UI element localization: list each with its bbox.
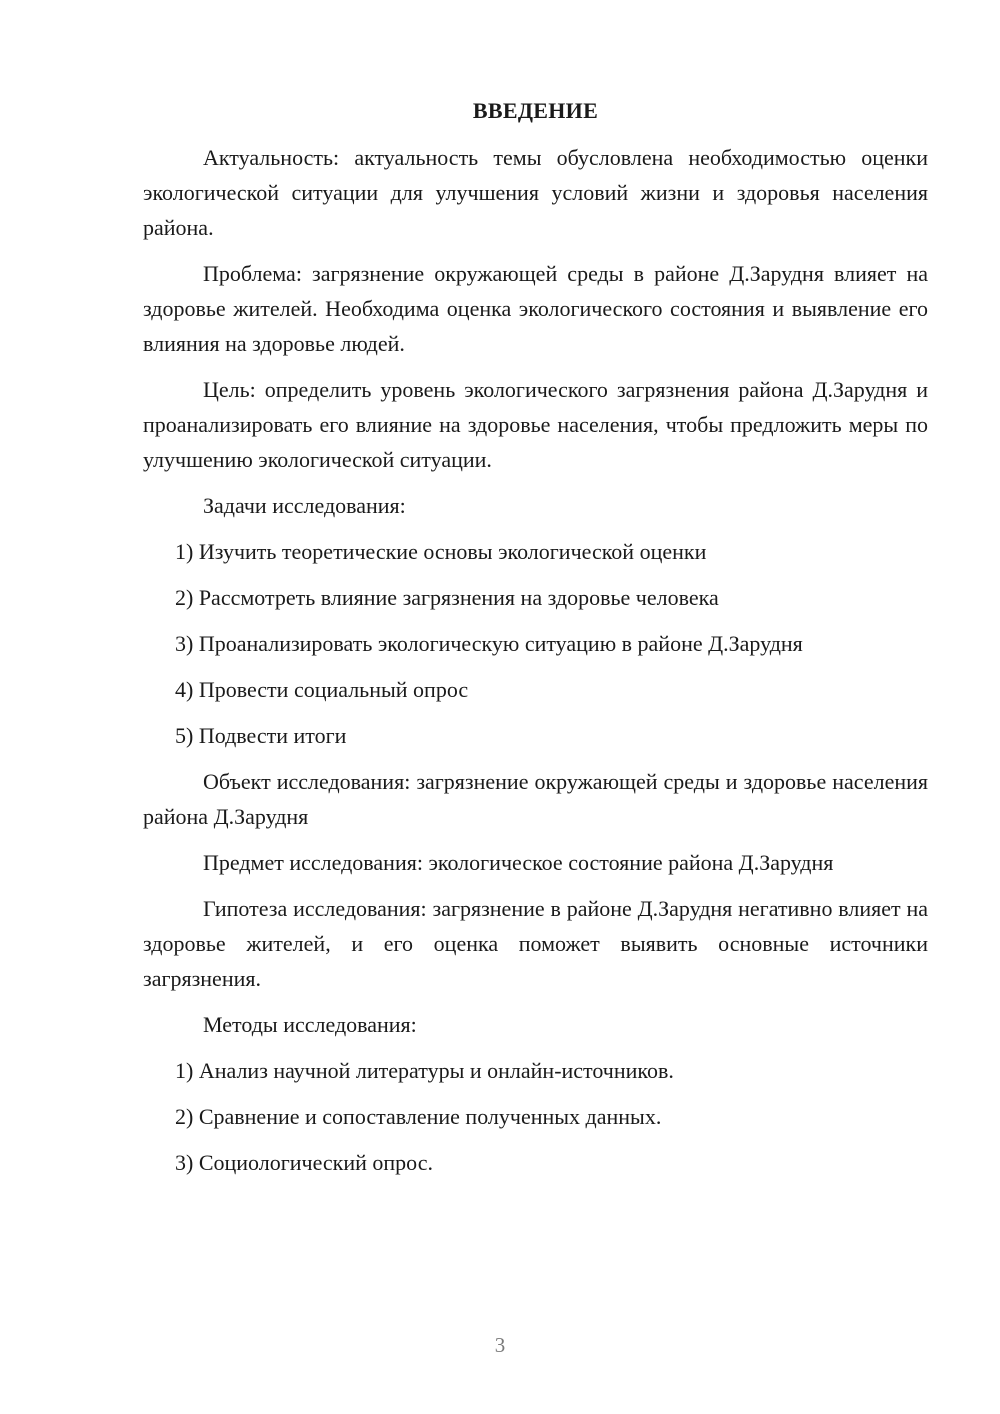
methods-list bbox=[143, 1053, 928, 1180]
list-item: 3) Проанализировать экологическую ситуацию в районе Д.Зарудня bbox=[175, 631, 803, 656]
object-paragraph: Объект исследования: загрязнение окружающей среды и здоровье населения района Д.Зарудня bbox=[143, 769, 928, 829]
subject-paragraph: Предмет исследования: экологическое состояние района Д.Зарудня bbox=[203, 850, 834, 875]
goal-paragraph: Цель: определить уровень экологического загрязнения района Д.Зарудня и проанализировать его влияние на здоровье населения, чтобы предложить меры по улучшению экологической ситуации. bbox=[143, 377, 928, 472]
list-item: 1) Анализ научной литературы и онлайн-источников. bbox=[175, 1058, 674, 1083]
list-item: 5) Подвести итоги bbox=[175, 723, 347, 748]
tasks-list bbox=[143, 534, 928, 753]
tasks-heading: Задачи исследования: bbox=[203, 493, 406, 518]
methods-heading: Методы исследования: bbox=[203, 1012, 417, 1037]
problem-paragraph: Проблема: загрязнение окружающей среды в районе Д.Зарудня влияет на здоровье жителей. Необходима оценка экологического состояния и выявление его влияния на здоровье людей. bbox=[143, 261, 928, 356]
document-page bbox=[143, 93, 928, 1191]
list-item: 2) Сравнение и сопоставление полученных данных. bbox=[175, 1104, 662, 1129]
list-item: 2) Рассмотреть влияние загрязнения на здоровье человека bbox=[175, 585, 719, 610]
page-number: 3 bbox=[494, 1333, 506, 1357]
list-item: 3) Социологический опрос. bbox=[175, 1150, 433, 1175]
hypothesis-paragraph: Гипотеза исследования: загрязнение в районе Д.Зарудня негативно влияет на здоровье жителей, и его оценка поможет выявить основные источники загрязнения. bbox=[143, 896, 928, 991]
list-item: 1) Изучить теоретические основы экологической оценки bbox=[175, 539, 707, 564]
list-item: 4) Провести социальный опрос bbox=[175, 677, 469, 702]
relevance-paragraph: Актуальность: актуальность темы обусловлена необходимостью оценки экологической ситуации для улучшения условий жизни и здоровья населения района. bbox=[143, 145, 928, 240]
page-title: ВВЕДЕНИЕ bbox=[472, 98, 599, 123]
